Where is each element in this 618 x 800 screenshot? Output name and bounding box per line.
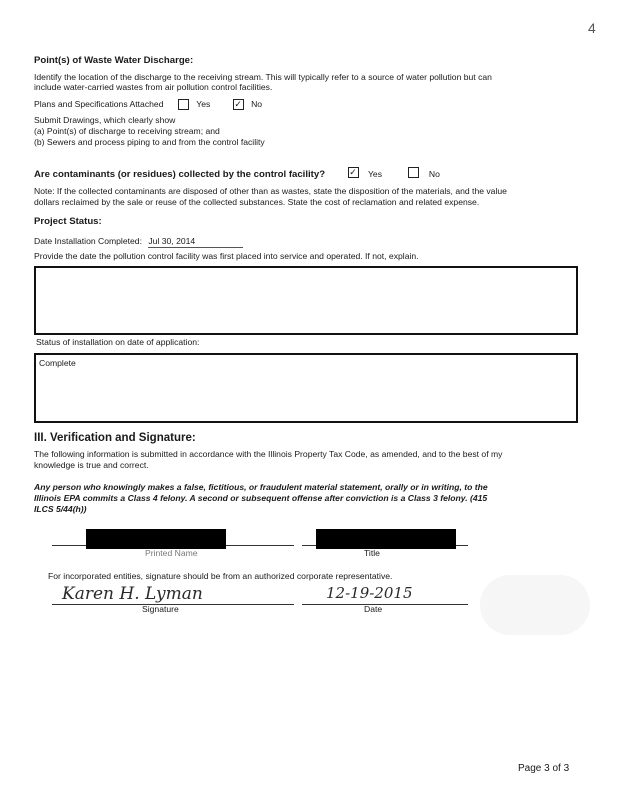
page-number: Page 3 of 3 (518, 763, 570, 774)
submit-item-a: (a) Point(s) of discharge to receiving stream; and (34, 126, 220, 136)
signature-date-label: Date (364, 604, 383, 614)
installation-status-value: Complete (39, 358, 76, 368)
plans-no-label: No (251, 99, 263, 109)
contaminants-no-label: No (428, 169, 440, 179)
plans-attached-label: Plans and Specifications Attached (34, 99, 164, 109)
printed-name-label: Printed Name (145, 548, 198, 558)
signature-date-line (302, 604, 468, 605)
service-date-prompt: Provide the date the pollution control facility was first placed into service and operated. If not, explain. (34, 251, 419, 261)
felony-warning-line2: Illinois EPA commits a Class 4 felony. A second or subsequent offense after conviction is a Class 3 felony. (415 (34, 493, 488, 503)
discharge-heading: Point(s) of Waste Water Discharge: (34, 55, 194, 66)
verification-text-line1: The following information is submitted in accordance with the Illinois Property Tax Code, as amended, and to the best of my (34, 449, 503, 459)
contaminants-yes-checkbox[interactable]: ✓ (349, 167, 357, 178)
page-corner-mark: 4 (588, 20, 596, 36)
felony-warning-line1: Any person who knowingly makes a false, fictitious, or fraudulent material statement, orally or in writing, to the (34, 482, 488, 492)
service-date-explanation-value (36, 268, 576, 272)
service-date-explanation-box[interactable] (34, 266, 578, 335)
plans-yes-checkbox[interactable] (178, 99, 189, 110)
incorporated-entities-note: For incorporated entities, signature should be from an authorized corporate representative. (48, 571, 393, 581)
printed-name-redaction (86, 529, 226, 549)
contaminants-note-line1: Note: If the collected contaminants are disposed of other than as wastes, state the disposition of the materials, and the value (34, 186, 507, 196)
project-status-heading: Project Status: (34, 216, 102, 227)
signature-date-value: 12-19-2015 (326, 584, 413, 602)
verification-text-line2: knowledge is true and correct. (34, 460, 149, 470)
installation-date-value[interactable]: Jul 30, 2014 (148, 236, 243, 248)
discharge-description-line2: include water-carried wastes from air pollution control facilities. (34, 82, 273, 92)
installation-date-label: Date Installation Completed: (34, 236, 142, 246)
signature-label: Signature (142, 604, 179, 614)
contaminants-row (34, 164, 440, 182)
title-redaction (316, 529, 456, 549)
title-label: Title (364, 548, 380, 558)
felony-warning-line3: ILCS 5/44(h)) (34, 504, 87, 514)
discharge-description-line1: Identify the location of the discharge to the receiving stream. This will typically refer to a source of water pollution but can (34, 72, 492, 82)
contaminants-question: Are contaminants (or residues) collected by the control facility? (34, 169, 326, 180)
faded-stamp (480, 575, 590, 635)
plans-no-checkbox[interactable]: ✓ (234, 99, 242, 110)
contaminants-note-line2: dollars reclaimed by the sale or reuse of the collected substances. State the cost of reclamation and related expense. (34, 197, 480, 207)
verification-heading: III. Verification and Signature: (34, 432, 196, 444)
installation-date-row (34, 236, 243, 248)
submit-drawings-label: Submit Drawings, which clearly show (34, 115, 176, 125)
contaminants-yes-label: Yes (367, 169, 383, 179)
submit-item-b: (b) Sewers and process piping to and from the control facility (34, 137, 265, 147)
installation-status-box[interactable] (34, 353, 578, 423)
plans-attached-row (34, 99, 262, 110)
signature-value: Karen H. Lyman (62, 584, 203, 604)
installation-status-label: Status of installation on date of application: (36, 337, 200, 347)
plans-yes-label: Yes (196, 99, 211, 109)
contaminants-no-checkbox[interactable] (408, 167, 419, 178)
